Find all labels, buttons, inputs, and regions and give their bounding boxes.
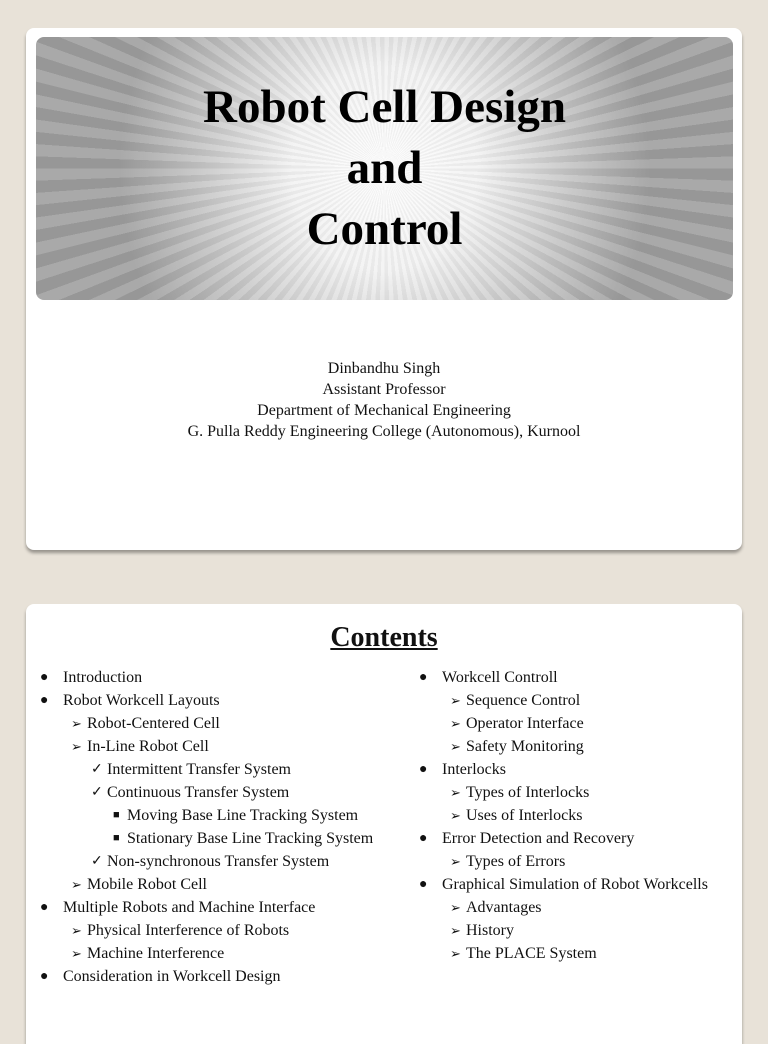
author-position: Assistant Professor [322,381,446,398]
check-bullet-icon: ✓ [91,762,103,777]
list-item: ● Introduction [40,666,385,689]
contents-slide [26,604,742,1044]
square-bullet-icon: ■ [113,832,120,844]
arrow-bullet-icon: ➢ [71,923,82,938]
author-info [26,358,742,442]
square-bullet-icon: ■ [113,809,120,821]
list-item: ➢ Safety Monitoring [419,735,729,758]
contents-left-column [40,666,385,988]
contents-title: Contents [330,622,438,653]
arrow-bullet-icon: ➢ [450,923,461,938]
list-item: ➢ Types of Interlocks [419,781,729,804]
bullet-icon: ● [419,670,428,685]
list-item: ✓ Continuous Transfer System [40,781,385,804]
title-banner [36,37,733,300]
bullet-icon: ● [419,877,428,892]
list-item: ● Multiple Robots and Machine Interface [40,896,385,919]
arrow-bullet-icon: ➢ [450,716,461,731]
list-item: ➢ Mobile Robot Cell [40,873,385,896]
list-item: ➢ In-Line Robot Cell [40,735,385,758]
list-item: ➢ Sequence Control [419,689,729,712]
list-item: ➢ Operator Interface [419,712,729,735]
list-item: ■ Stationary Base Line Tracking System [40,827,385,850]
arrow-bullet-icon: ➢ [71,946,82,961]
list-item: ➢ Uses of Interlocks [419,804,729,827]
list-item: ● Workcell Controll [419,666,729,689]
list-item: ✓ Intermittent Transfer System [40,758,385,781]
bullet-icon: ● [419,762,428,777]
bullet-icon: ● [40,900,49,915]
check-bullet-icon: ✓ [91,854,103,869]
list-item: ✓ Non-synchronous Transfer System [40,850,385,873]
bullet-icon: ● [419,831,428,846]
list-item: ● Error Detection and Recovery [419,827,729,850]
arrow-bullet-icon: ➢ [450,808,461,823]
author-name: Dinbandhu Singh [327,360,441,377]
list-item: ➢ Robot-Centered Cell [40,712,385,735]
author-department: Department of Mechanical Engineering [257,402,511,419]
list-item: ● Interlocks [419,758,729,781]
list-item: ■ Moving Base Line Tracking System [40,804,385,827]
slide-title-line-3: Control [306,203,463,255]
title-slide [26,28,742,550]
contents-right-column [419,666,729,965]
author-institution: G. Pulla Reddy Engineering College (Autonomous), Kurnool [187,423,581,440]
arrow-bullet-icon: ➢ [450,900,461,915]
arrow-bullet-icon: ➢ [71,716,82,731]
list-item: ➢ Advantages [419,896,729,919]
arrow-bullet-icon: ➢ [450,693,461,708]
list-item: ● Robot Workcell Layouts [40,689,385,712]
slide-title-line-2: and [346,142,423,194]
list-item: ● Consideration in Workcell Design [40,965,385,988]
list-item: ➢ History [419,919,729,942]
arrow-bullet-icon: ➢ [71,739,82,754]
check-bullet-icon: ✓ [91,785,103,800]
arrow-bullet-icon: ➢ [71,877,82,892]
list-item: ➢ Physical Interference of Robots [40,919,385,942]
bullet-icon: ● [40,693,49,708]
arrow-bullet-icon: ➢ [450,739,461,754]
list-item: ➢ Types of Errors [419,850,729,873]
list-item: ➢ The PLACE System [419,942,729,965]
slide-title-line-1: Robot Cell Design [203,81,566,133]
bullet-icon: ● [40,670,49,685]
arrow-bullet-icon: ➢ [450,785,461,800]
bullet-icon: ● [40,969,49,984]
list-item: ● Graphical Simulation of Robot Workcells [419,873,729,896]
arrow-bullet-icon: ➢ [450,946,461,961]
list-item: ➢ Machine Interference [40,942,385,965]
arrow-bullet-icon: ➢ [450,854,461,869]
